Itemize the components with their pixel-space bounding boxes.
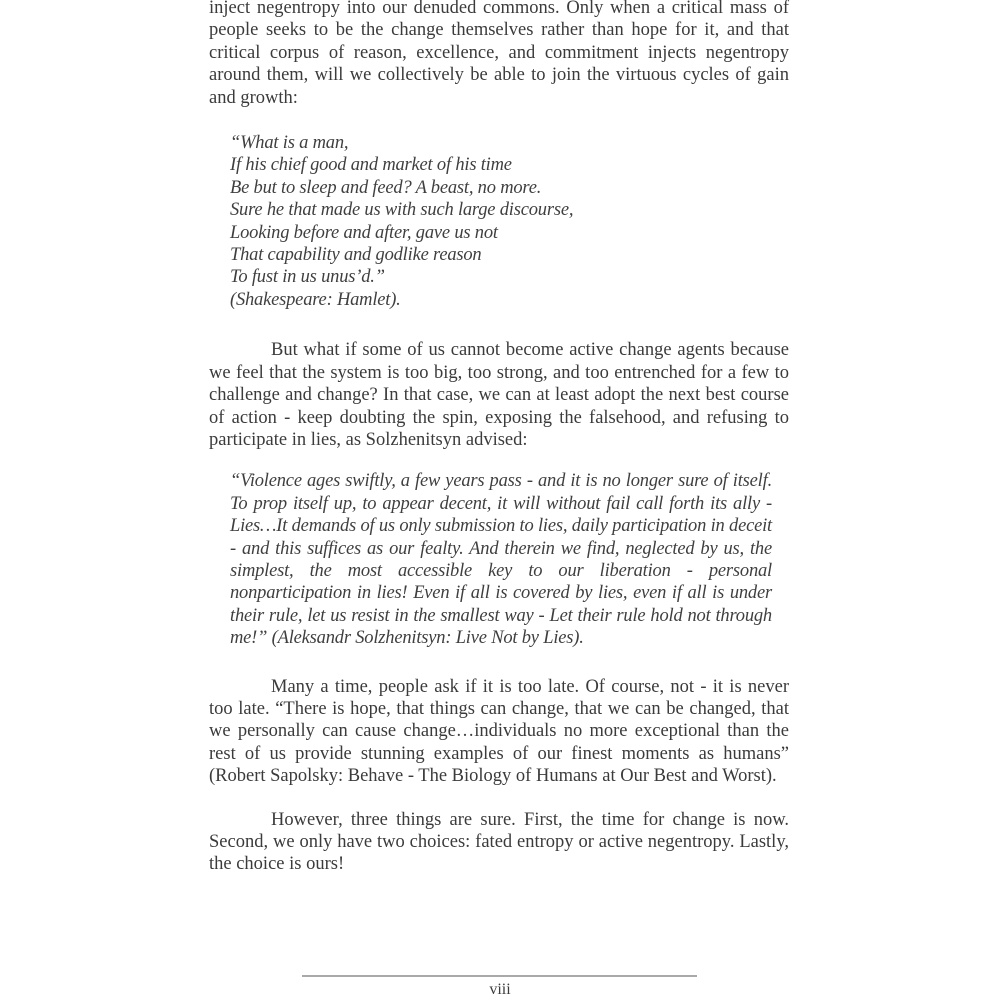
paragraph-three-things: However, three things are sure. First, the time for change is now. Second, we only have two choices: fated entropy or active negentropy. Lastly, the choice is ours!: [209, 809, 789, 875]
text-column: [209, 0, 789, 876]
poem-line: Looking before and after, gave us not: [230, 222, 498, 243]
poem-line: If his chief good and market of his time: [230, 155, 512, 176]
paragraph-continuation: inject negentropy into our denuded commons. Only when a critical mass of people seeks to be the change themselves rather than hope for it, and that critical corpus of reason, excellence, and commitment injects negentropy around them, will we collectively be able to join the virtuous cycles of gain and growth:: [209, 0, 789, 108]
poem-line: To fust in us unus’d.”: [230, 267, 385, 288]
solzhenitsyn-quote-block: “Violence ages swiftly, a few years pass - and it is no longer sure of itself. To prop itself up, to appear decent, it will without fail call forth its ally - Lies…It demands of us only submission to lies, daily participation in deceit - and this suffices as our fealty. And therein we find, neglected by us, the simplest, the most accessible key to our liberation - personal nonparticipation in lies! Even if all is covered by lies, even if all is under their rule, let us resist in the smallest way - Let their rule hold not through me!” (Aleksandr Solzhenitsyn: Live Not by Lies).: [230, 471, 772, 649]
paragraph-never-too-late: Many a time, people ask if it is too late. Of course, not - it is never too late. “There is hope, that things can change, that we can be changed, that we personally can cause change…individuals no more exceptional than the rest of us provide stunning examples of our finest moments as humans” (Robert Sapolsky: Behave - The Biology of Humans at Our Best and Worst).: [209, 676, 789, 787]
poem-line: Sure he that made us with such large discourse,: [230, 200, 574, 221]
poem-line: That capability and godlike reason: [230, 245, 482, 266]
poem-line: “What is a man,: [230, 133, 349, 154]
hamlet-quote-block: [230, 132, 772, 311]
poem-attribution: (Shakespeare: Hamlet).: [230, 289, 401, 310]
poem-line: Be but to sleep and feed? A beast, no more.: [230, 177, 542, 198]
page-number: viii: [489, 981, 511, 998]
paragraph-change-agents: But what if some of us cannot become active change agents because we feel that the system is too big, too strong, and too entrenched for a few to challenge and change? In that case, we can at least adopt the next best course of action - keep doubting the spin, exposing the falsehood, and refusing to participate in lies, as Solzhenitsyn advised:: [209, 340, 789, 450]
footer-divider: [302, 975, 697, 977]
